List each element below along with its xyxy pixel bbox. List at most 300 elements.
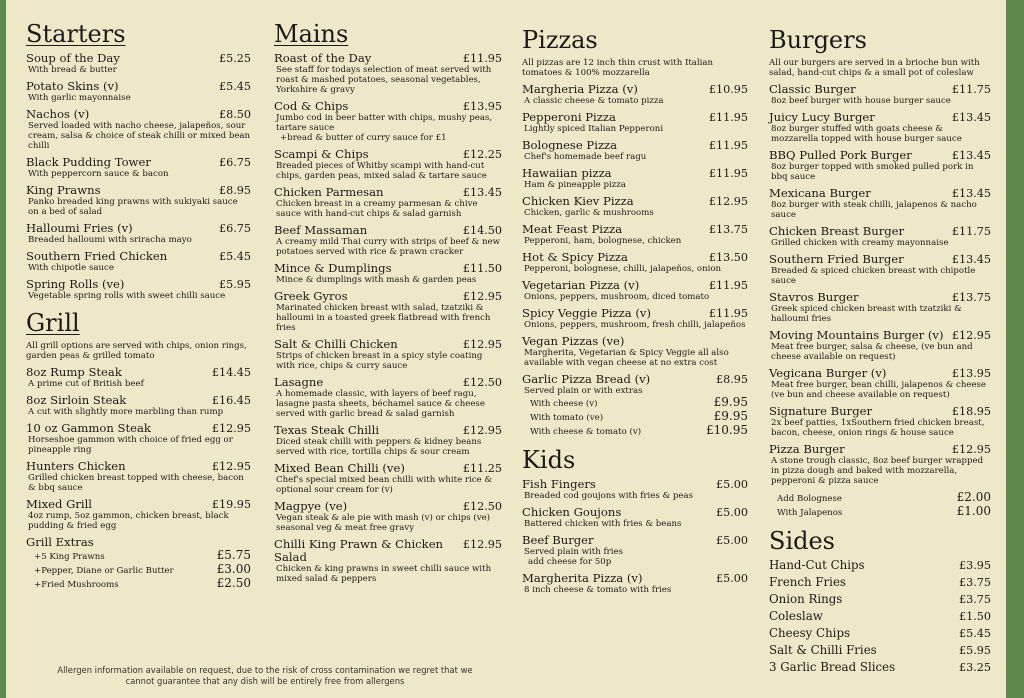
item-desc: Pepperoni, ham, bolognese, chicken <box>524 236 682 246</box>
menu-item-row <box>26 366 251 379</box>
column-burgers-sides <box>769 20 991 678</box>
menu-item <box>522 83 748 106</box>
column-starters-grill <box>26 20 251 596</box>
menu-item-row <box>274 500 502 513</box>
allergen-line-2: cannot guarantee that any dish will be entirely free from allergens <box>125 676 405 686</box>
item-price: £10.95 <box>708 83 748 96</box>
option-label: +5 King Prawns <box>34 552 105 562</box>
menu-item-row <box>522 335 748 348</box>
grill-extras-title: Grill Extras <box>26 535 94 549</box>
item-price: £5.25 <box>218 52 251 65</box>
item-desc: 8oz burger with steak chilli, jalapenos & nacho sauce <box>771 200 977 220</box>
item-price: £13.75 <box>708 223 748 236</box>
menu-item-row <box>522 279 748 292</box>
menu-item <box>522 307 748 330</box>
menu-item-row <box>769 443 991 456</box>
menu-item-row <box>769 111 991 124</box>
menu-item <box>769 225 991 248</box>
item-desc: With chipotle sauce <box>28 263 114 273</box>
item-price: £11.95 <box>708 139 748 152</box>
section-title-kids: Kids <box>522 446 576 474</box>
menu-item <box>769 367 991 400</box>
menu-item <box>26 52 251 75</box>
item-price: £13.45 <box>462 186 502 199</box>
menu-item <box>274 148 502 181</box>
item-name: Chicken Parmesan <box>274 185 384 199</box>
item-price: £11.50 <box>462 262 502 275</box>
item-price: £12.50 <box>462 376 502 389</box>
option-price: £3.00 <box>216 562 251 576</box>
item-price: £5.45 <box>218 80 251 93</box>
option-price: £9.95 <box>713 409 748 423</box>
menu-item <box>769 405 991 438</box>
item-desc: Breaded halloumi with sriracha mayo <box>28 235 192 245</box>
item-desc: With peppercorn sauce & bacon <box>28 169 169 179</box>
item-desc: Pepperoni, bolognese, chilli, jalapeños, onion <box>524 264 722 274</box>
menu-item <box>26 278 251 301</box>
menu-item <box>26 422 251 455</box>
menu-item <box>274 262 502 285</box>
item-name: Pizza Burger <box>769 442 845 456</box>
option-row <box>26 563 251 577</box>
menu-item <box>274 338 502 371</box>
item-name: Mince & Dumplings <box>274 261 392 275</box>
menu-item-row <box>26 156 251 169</box>
item-price: £13.95 <box>462 100 502 113</box>
side-price: £5.95 <box>958 644 991 657</box>
menu-item-row <box>274 424 502 437</box>
menu-item <box>769 187 991 220</box>
side-item <box>769 661 991 674</box>
item-desc: Lightly spiced Italian Pepperoni <box>524 124 664 134</box>
item-price: £11.95 <box>462 52 502 65</box>
side-price: £3.75 <box>958 576 991 589</box>
item-desc: 2x beef patties, 1xSouthern fried chicken breast, bacon, cheese, onion rings & house sauce <box>771 418 985 438</box>
menu-item <box>274 424 502 457</box>
item-name: Roast of the Day <box>274 51 372 65</box>
item-price: £5.45 <box>218 250 251 263</box>
item-name: Mixed Grill <box>26 497 93 511</box>
item-desc: Marinated chicken breast with salad, tzatziki & halloumi in a toasted greek flatbread with french fries <box>276 303 491 333</box>
item-desc: With garlic mayonnaise <box>28 93 131 103</box>
menu-item-row <box>522 478 748 491</box>
item-desc: Breaded cod goujons with fries & peas <box>524 491 693 501</box>
pizzas-list <box>522 83 748 368</box>
item-name: Magpye (ve) <box>274 499 348 513</box>
allergen-footer <box>30 665 500 687</box>
menu-item <box>522 506 748 529</box>
menu-item-row <box>522 251 748 264</box>
item-desc: Mince & dumplings with mash & garden peas <box>276 275 477 285</box>
column-mains <box>274 20 502 589</box>
starters-list <box>26 52 251 301</box>
menu-item-row <box>522 534 748 547</box>
menu-item-row <box>26 108 251 121</box>
menu-item <box>522 139 748 162</box>
menu-item-row <box>26 498 251 511</box>
item-name: Beef Burger <box>522 533 594 547</box>
item-name: Garlic Pizza Bread (v) <box>522 372 651 386</box>
pizzas-note: All pizzas are 12 inch thin crust with Italian tomatoes & 100% mozzarella <box>522 58 714 78</box>
side-name: Coleslaw <box>769 609 823 623</box>
side-item <box>769 593 991 606</box>
item-name: Lasagne <box>274 375 324 389</box>
item-name: Halloumi Fries (v) <box>26 221 133 235</box>
option-price: £1.00 <box>956 504 991 518</box>
menu-item <box>522 478 748 501</box>
option-price: £2.00 <box>956 490 991 504</box>
menu-item-row <box>274 338 502 351</box>
item-desc: Breaded & spiced chicken breast with chipotle sauce <box>771 266 976 286</box>
menu-item <box>274 538 502 584</box>
item-name: Chicken Kiev Pizza <box>522 194 634 208</box>
option-row <box>522 410 748 424</box>
option-row <box>769 491 991 505</box>
menu-item-row <box>522 139 748 152</box>
item-price: £8.95 <box>715 373 748 386</box>
item-name: Hunters Chicken <box>26 459 126 473</box>
item-desc: A classic cheese & tomato pizza <box>524 96 664 106</box>
item-name: Greek Gyros <box>274 289 348 303</box>
item-name: Chilli King Prawn & Chicken Salad <box>274 537 444 564</box>
menu-item <box>769 443 991 486</box>
side-item <box>769 644 991 657</box>
item-name: Classic Burger <box>769 82 856 96</box>
menu-item-row <box>769 187 991 200</box>
menu-item-row <box>769 367 991 380</box>
item-name: Mixed Bean Chilli (ve) <box>274 461 405 475</box>
side-item <box>769 559 991 572</box>
item-price: £12.95 <box>462 338 502 351</box>
item-name: King Prawns <box>26 183 101 197</box>
item-name: Scampi & Chips <box>274 147 369 161</box>
item-desc: A creamy mild Thai curry with strips of beef & new potatoes served with rice & prawn cracker <box>276 237 500 257</box>
item-desc: Grilled chicken breast topped with cheese, bacon & bbq sauce <box>28 473 244 493</box>
menu-item <box>26 394 251 417</box>
side-name: French Fries <box>769 575 846 589</box>
item-desc: Chicken breast in a creamy parmesan & chive sauce with hand-cut chips & salad garnish <box>276 199 478 219</box>
menu-item-row <box>522 195 748 208</box>
option-row <box>769 505 991 519</box>
item-price: £11.75 <box>951 225 991 238</box>
menu-item <box>26 366 251 389</box>
item-name: Texas Steak Chilli <box>274 423 380 437</box>
menu-item <box>274 462 502 495</box>
item-name: Salt & Chilli Chicken <box>274 337 398 351</box>
column-pizzas-kids <box>522 20 748 600</box>
item-desc: A cut with slightly more marbling than rump <box>28 407 224 417</box>
menu-item <box>274 100 502 143</box>
option-label: With cheese (v) <box>530 399 598 409</box>
item-price: £14.45 <box>211 366 251 379</box>
menu-item-row <box>522 83 748 96</box>
item-price: £13.45 <box>951 187 991 200</box>
item-price: £12.95 <box>211 460 251 473</box>
item-name: Stavros Burger <box>769 290 859 304</box>
menu-item-row <box>274 262 502 275</box>
option-row <box>522 424 748 438</box>
item-name: Vegicana Burger (v) <box>769 366 887 380</box>
item-name: Chicken Breast Burger <box>769 224 905 238</box>
section-title-sides: Sides <box>769 527 835 555</box>
menu-item-row <box>769 253 991 266</box>
grill-extras-list <box>26 549 251 591</box>
item-desc: 8oz beef burger with house burger sauce <box>771 96 951 106</box>
menu-item <box>274 186 502 219</box>
menu-item-row <box>769 405 991 418</box>
item-name: Margheria Pizza (v) <box>522 82 638 96</box>
grill-list <box>26 366 251 531</box>
item-price: £12.95 <box>951 329 991 342</box>
side-name: 3 Garlic Bread Slices <box>769 660 896 674</box>
item-name: Mexicana Burger <box>769 186 871 200</box>
menu-item <box>26 108 251 151</box>
item-price: £5.00 <box>715 572 748 585</box>
menu-item-row <box>274 100 502 113</box>
option-label: +Fried Mushrooms <box>34 580 119 590</box>
item-desc: Grilled chicken with creamy mayonnaise <box>771 238 949 248</box>
menu-item-row <box>274 290 502 303</box>
menu-item <box>769 291 991 324</box>
item-price: £13.45 <box>951 149 991 162</box>
option-label: Add Bolognese <box>777 494 842 504</box>
item-desc: Vegan steak & ale pie with mash (v) or chips (ve) seasonal veg & meat free gravy <box>276 513 491 533</box>
item-price: £18.95 <box>951 405 991 418</box>
item-desc: 8oz burger topped with smoked pulled pork in bbq sauce <box>771 162 974 182</box>
menu-item <box>769 253 991 286</box>
item-price: £5.95 <box>218 278 251 291</box>
item-desc: 4oz rump, 5oz gammon, chicken breast, black pudding & fried egg <box>28 511 229 531</box>
menu-item <box>274 376 502 419</box>
garlic-pizza-bread <box>522 373 748 438</box>
item-desc: Strips of chicken breast in a spicy style coating with rice, chips & curry sauce <box>276 351 483 371</box>
menu-item <box>26 250 251 273</box>
option-row <box>26 577 251 591</box>
menu-item <box>274 500 502 533</box>
item-desc: Chef's special mixed bean chilli with white rice & optional sour cream for (v) <box>276 475 493 495</box>
menu-item <box>769 329 991 362</box>
option-label: With cheese & tomato (v) <box>530 427 642 437</box>
item-desc: A prime cut of British beef <box>28 379 144 389</box>
section-title-pizzas: Pizzas <box>522 26 598 54</box>
menu-item-row <box>26 460 251 473</box>
burgers-note: All our burgers are served in a brioche bun with salad, hand-cut chips & a small pot of coleslaw <box>769 58 980 78</box>
section-title-burgers: Burgers <box>769 26 867 54</box>
section-title-starters: Starters <box>26 20 126 48</box>
option-price: £9.95 <box>713 395 748 409</box>
item-desc: Meat free burger, bean chilli, jalapenos & cheese (ve bun and cheese available on request) <box>771 380 987 400</box>
menu-item <box>26 156 251 179</box>
item-desc: Ham & pineapple pizza <box>524 180 626 190</box>
menu-item-row <box>26 52 251 65</box>
item-price: £13.95 <box>951 367 991 380</box>
item-price: £6.75 <box>218 222 251 235</box>
menu-page <box>6 0 1006 698</box>
allergen-line-1: Allergen information available on request, due to the risk of cross contamination we regret that we <box>57 665 473 675</box>
item-price: £12.95 <box>708 195 748 208</box>
menu-item-row <box>274 376 502 389</box>
menu-item-row <box>274 538 502 564</box>
menu-item-row <box>26 278 251 291</box>
item-name: Signature Burger <box>769 404 873 418</box>
item-name: Vegetarian Pizza (v) <box>522 278 640 292</box>
side-name: Hand-Cut Chips <box>769 558 865 572</box>
kids-list <box>522 478 748 595</box>
menu-item <box>522 335 748 368</box>
side-price: £3.25 <box>958 661 991 674</box>
item-desc: See staff for todays selection of meat served with roast & mashed potatoes, seasonal vegetables, Yorkshire & gravy <box>276 65 492 95</box>
item-price: £11.95 <box>708 167 748 180</box>
item-name: Spicy Veggie Pizza (v) <box>522 306 651 320</box>
mains-list <box>274 52 502 584</box>
menu-item-row <box>769 329 991 342</box>
menu-item <box>26 184 251 217</box>
item-name: BBQ Pulled Pork Burger <box>769 148 912 162</box>
burger-addons-list <box>769 491 991 519</box>
item-name: Juicy Lucy Burger <box>769 110 875 124</box>
item-name: Hot & Spicy Pizza <box>522 250 628 264</box>
item-price: £11.25 <box>462 462 502 475</box>
grill-note: All grill options are served with chips, onion rings, garden peas & grilled tomato <box>26 341 247 361</box>
item-desc: Battered chicken with fries & beans <box>524 519 682 529</box>
menu-item-row <box>274 186 502 199</box>
sides-list <box>769 559 991 674</box>
section-title-grill: Grill <box>26 309 80 337</box>
item-price: £11.95 <box>708 111 748 124</box>
menu-item-row <box>769 149 991 162</box>
item-name: Southern Fried Burger <box>769 252 904 266</box>
option-row <box>522 396 748 410</box>
item-desc: Chicken & king prawns in sweet chilli sauce with mixed salad & peppers <box>276 564 492 584</box>
item-name: Hawaiian pizza <box>522 166 612 180</box>
item-desc: 8oz burger stuffed with goats cheese & mozzarella topped with house burger sauce <box>771 124 962 144</box>
item-price: £12.95 <box>462 290 502 303</box>
item-desc: Meat free burger, salsa & cheese, (ve bun and cheese available on request) <box>771 342 973 362</box>
item-price: £11.75 <box>951 83 991 96</box>
grill-extras <box>26 536 251 591</box>
item-desc: Onions, peppers, mushroom, diced tomato <box>524 292 710 302</box>
item-price: £5.00 <box>715 534 748 547</box>
option-label: +Pepper, Diane or Garlic Butter <box>34 566 174 576</box>
menu-item <box>522 223 748 246</box>
item-desc: Breaded pieces of Whitby scampi with hand-cut chips, garden peas, mixed salad & tartare sauce <box>276 161 487 181</box>
burgers-list <box>769 83 991 486</box>
item-price: £8.95 <box>218 184 251 197</box>
item-price: £11.95 <box>708 279 748 292</box>
item-name: Cod & Chips <box>274 99 349 113</box>
menu-item-row <box>769 291 991 304</box>
item-desc: Margherita, Vegetarian & Spicy Veggie all also available with vegan cheese at no extra cost <box>524 348 729 368</box>
item-desc: Served loaded with nacho cheese, jalapeños, sour cream, salsa & choice of steak chilli or mixed bean chilli <box>28 121 251 151</box>
menu-item <box>26 80 251 103</box>
side-price: £5.45 <box>958 627 991 640</box>
option-label: With Jalapenos <box>777 508 843 518</box>
item-desc: Served plain with fries <box>524 547 624 557</box>
side-item <box>769 610 991 623</box>
menu-item-row <box>769 225 991 238</box>
item-desc: Jumbo cod in beer batter with chips, mushy peas, tartare sauce <box>276 113 493 133</box>
item-price: £5.00 <box>715 478 748 491</box>
item-desc: Horseshoe gammon with choice of fried egg or pineapple ring <box>28 435 233 455</box>
item-desc: A homemade classic, with layers of beef ragu, lasagne pasta sheets, béchamel sauce & cheese served with garlic bread & salad garnish <box>276 389 485 419</box>
item-name: 8oz Sirloin Steak <box>26 393 127 407</box>
menu-item-row <box>522 307 748 320</box>
menu-item-row <box>522 572 748 585</box>
item-price: £14.50 <box>462 224 502 237</box>
item-name: Spring Rolls (ve) <box>26 277 125 291</box>
side-price: £3.95 <box>958 559 991 572</box>
item-name: Southern Fried Chicken <box>26 249 168 263</box>
menu-item <box>522 111 748 134</box>
side-price: £1.50 <box>958 610 991 623</box>
item-name: Bolognese Pizza <box>522 138 618 152</box>
menu-item <box>522 251 748 274</box>
item-desc: 8 inch cheese & tomato with fries <box>524 585 672 595</box>
item-price: £12.95 <box>462 538 502 551</box>
menu-item <box>522 279 748 302</box>
item-price: £5.00 <box>715 506 748 519</box>
item-name: Soup of the Day <box>26 51 120 65</box>
menu-item-row <box>274 148 502 161</box>
menu-item <box>769 83 991 106</box>
item-price: £12.25 <box>462 148 502 161</box>
side-name: Cheesy Chips <box>769 626 851 640</box>
item-desc: A stone trough classic, 8oz beef burger wrapped in pizza dough and baked with mozzarella, pepperoni & pizza sauce <box>771 456 984 486</box>
item-name: Meat Feast Pizza <box>522 222 623 236</box>
item-name: Vegan Pizzas (ve) <box>522 334 625 348</box>
menu-item-row <box>26 184 251 197</box>
menu-item <box>274 52 502 95</box>
menu-item <box>522 167 748 190</box>
menu-item <box>26 460 251 493</box>
menu-item-row <box>26 422 251 435</box>
item-desc: Onions, peppers, mushroom, fresh chilli, jalapeños <box>524 320 746 330</box>
item-desc: Panko breaded king prawns with sukiyaki sauce on a bed of salad <box>28 197 238 217</box>
item-name: Nachos (v) <box>26 107 90 121</box>
menu-item <box>522 534 748 567</box>
side-price: £3.75 <box>958 593 991 606</box>
item-price: £16.45 <box>211 394 251 407</box>
item-price: £13.75 <box>951 291 991 304</box>
item-name: Pepperoni Pizza <box>522 110 616 124</box>
item-price: £6.75 <box>218 156 251 169</box>
item-name: Black Pudding Tower <box>26 155 151 169</box>
item-desc-extra: add cheese for 50p <box>528 557 612 567</box>
menu-item-row <box>26 250 251 263</box>
side-name: Onion Rings <box>769 592 843 606</box>
menu-item <box>769 149 991 182</box>
menu-item-row <box>522 223 748 236</box>
item-price: £11.95 <box>708 307 748 320</box>
item-name: Margherita Pizza (v) <box>522 571 643 585</box>
item-price: £19.95 <box>211 498 251 511</box>
item-name: Beef Massaman <box>274 223 368 237</box>
menu-item-row <box>522 167 748 180</box>
side-name: Salt & Chilli Fries <box>769 643 877 657</box>
menu-item <box>522 195 748 218</box>
menu-item <box>274 290 502 333</box>
item-price: £12.95 <box>462 424 502 437</box>
menu-item <box>769 111 991 144</box>
option-label: With tomato (ve) <box>530 413 604 423</box>
item-name: Chicken Goujons <box>522 505 622 519</box>
garlic-options-list <box>522 396 748 438</box>
item-price: £12.50 <box>462 500 502 513</box>
item-price: £12.95 <box>951 443 991 456</box>
menu-item-row <box>522 506 748 519</box>
side-item <box>769 627 991 640</box>
item-name: Fish Fingers <box>522 477 596 491</box>
